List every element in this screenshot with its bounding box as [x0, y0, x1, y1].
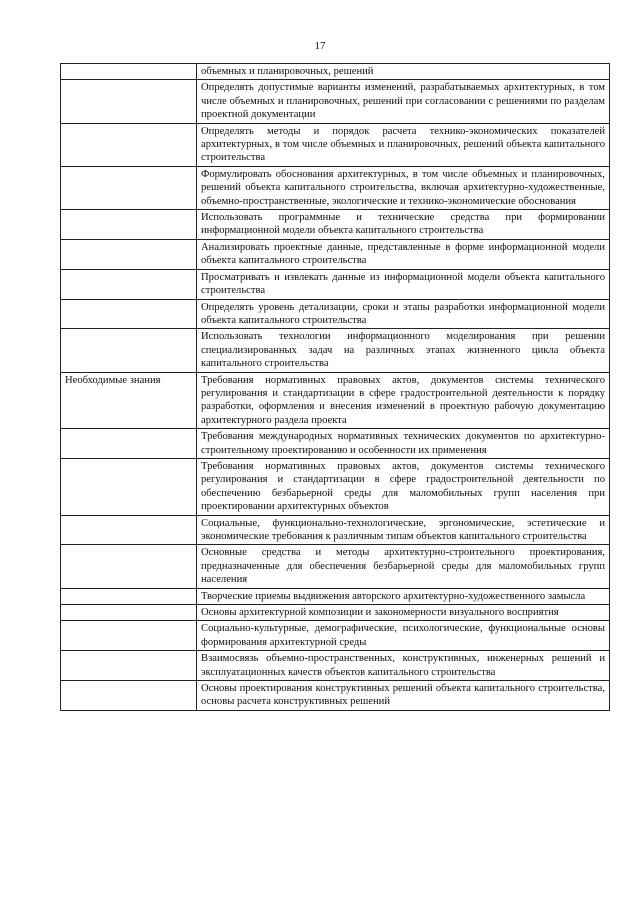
- section-label-continuation: [61, 621, 197, 651]
- table-row: [61, 545, 610, 588]
- requirement-item: Социально-культурные, демографические, психологические, функциональные основы формирования архитектурной среды: [197, 621, 610, 651]
- requirement-item: Социальные, функционально-технологические, эргономические, эстетические и экономические требования к различным типам объектов капитального строительства: [197, 515, 610, 545]
- page-number: 17: [314, 40, 326, 52]
- table-row: [61, 269, 610, 299]
- table-row: [61, 64, 610, 80]
- section-label-continuation: [61, 605, 197, 621]
- requirement-item: Взаимосвязь объемно-пространственных, конструктивных, инженерных решений и эксплуатационных качеств объектов капитального строительства: [197, 651, 610, 681]
- section-label-continuation: [61, 651, 197, 681]
- requirement-item: Определять допустимые варианты изменений, разрабатываемых архитектурных, в том числе объемных и планировочных, решений при согласовании с решениями по разделам проектной документации: [197, 80, 610, 123]
- requirement-item: Анализировать проектные данные, представленные в форме информационной модели объекта капитального строительства: [197, 239, 610, 269]
- table-row: [61, 329, 610, 372]
- table-row: [61, 123, 610, 166]
- table-row: [61, 372, 610, 429]
- requirement-item: Требования международных нормативных технических документов по архитектурно-строительному проектированию и особенности их применения: [197, 429, 610, 459]
- section-label-continuation: [61, 588, 197, 604]
- requirement-item: Требования нормативных правовых актов, документов системы технического регулирования и стандартизации в сфере градостроительной деятельности по обеспечению безбарьерной среды для маломобильных групп населения при проектировании архитектурных объектов: [197, 458, 610, 515]
- section-label: [61, 64, 197, 80]
- section-label-continuation: [61, 545, 197, 588]
- section-label-continuation: [61, 123, 197, 166]
- table-row: [61, 605, 610, 621]
- section-label-continuation: [61, 269, 197, 299]
- requirements-table-body: [61, 64, 610, 711]
- requirement-item: Требования нормативных правовых актов, документов системы технического регулирования и стандартизации в сфере градостроительной деятельности к порядку разработки, оформления и внесения изменений в проектную рабочую документацию архитектурного раздела проекта: [197, 372, 610, 429]
- section-label-continuation: [61, 299, 197, 329]
- section-label-continuation: [61, 166, 197, 209]
- section-label-continuation: [61, 458, 197, 515]
- section-label-continuation: [61, 239, 197, 269]
- table-row: [61, 429, 610, 459]
- requirements-table: [60, 63, 610, 711]
- table-row: [61, 588, 610, 604]
- section-label: Необходимые знания: [61, 372, 197, 429]
- table-row: [61, 681, 610, 711]
- table-row: [61, 651, 610, 681]
- section-label-continuation: [61, 515, 197, 545]
- table-row: [61, 621, 610, 651]
- table-row: [61, 210, 610, 240]
- section-label-continuation: [61, 681, 197, 711]
- section-label-continuation: [61, 329, 197, 372]
- requirement-item: Основы архитектурной композиции и закономерности визуального восприятия: [197, 605, 610, 621]
- requirement-item: Основы проектирования конструктивных решений объекта капитального строительства, основы расчета конструктивных решений: [197, 681, 610, 711]
- requirement-item: Использовать программные и технические средства при формировании информационной модели объекта капитального строительства: [197, 210, 610, 240]
- section-label-continuation: [61, 429, 197, 459]
- requirement-item: Определять уровень детализации, сроки и этапы разработки информационной модели объекта капитального строительства: [197, 299, 610, 329]
- table-row: [61, 299, 610, 329]
- table-row: [61, 515, 610, 545]
- requirement-item: Творческие приемы выдвижения авторского архитектурно-художественного замысла: [197, 588, 610, 604]
- table-row: [61, 166, 610, 209]
- section-label-continuation: [61, 80, 197, 123]
- table-row: [61, 80, 610, 123]
- requirement-item: Основные средства и методы архитектурно-строительного проектирования, предназначенные для обеспечения безбарьерной среды для маломобильных групп населения: [197, 545, 610, 588]
- table-row: [61, 458, 610, 515]
- requirement-item: объемных и планировочных, решений: [197, 64, 610, 80]
- section-label-continuation: [61, 210, 197, 240]
- requirement-item: Формулировать обоснования архитектурных, в том числе объемных и планировочных, решений объекта капитального строительства, включая архитектурно-художественные, объемно-пространственные, экологические и технико-экономические обоснования: [197, 166, 610, 209]
- requirement-item: Использовать технологии информационного моделирования при решении специализированных задач на различных этапах жизненного цикла объекта капитального строительства: [197, 329, 610, 372]
- table-row: [61, 239, 610, 269]
- requirement-item: Определять методы и порядок расчета технико-экономических показателей архитектурных, в том числе объемных и планировочных, решений объекта капитального строительства: [197, 123, 610, 166]
- requirement-item: Просматривать и извлекать данные из информационной модели объекта капитального строительства: [197, 269, 610, 299]
